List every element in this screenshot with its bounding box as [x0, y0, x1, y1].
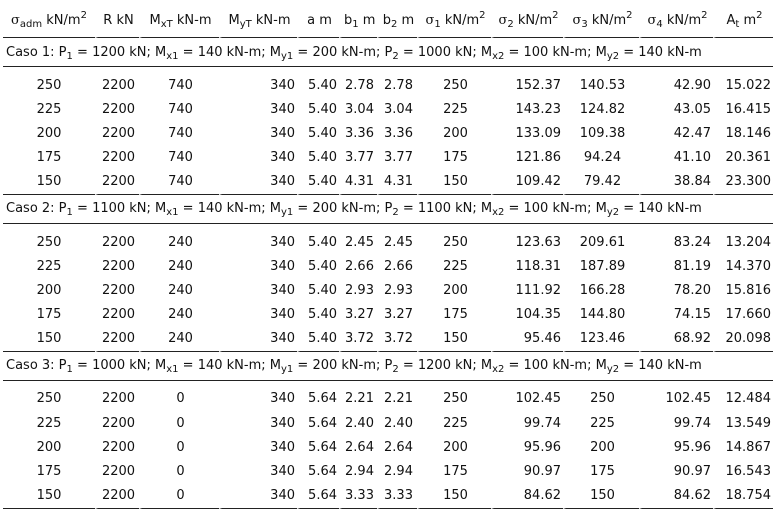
cell-b1: 2.40 [339, 411, 377, 435]
cell-sigma2: 152.37 [491, 73, 563, 97]
cell-sigma1: 175 [417, 459, 491, 483]
cell-at: 16.415 [713, 97, 773, 121]
cell-r: 2200 [95, 170, 139, 195]
cell-a: 5.40 [297, 170, 339, 195]
cell-a: 5.64 [297, 459, 339, 483]
cell-mxt: 740 [139, 73, 219, 97]
header-a: a m [297, 3, 339, 38]
cell-sigma4: 78.20 [639, 278, 713, 302]
cell-b1: 3.27 [339, 303, 377, 327]
cell-sigma2: 111.92 [491, 278, 563, 302]
cell-sigma4: 90.97 [639, 459, 713, 483]
header-mxt: $M_{xT}$ kN-m [139, 3, 219, 38]
cell-sigma-adm: 250 [36, 234, 62, 250]
header-sigma-adm: $\sigma_{adm}$ $kN/m^2$ [3, 3, 95, 38]
table-row [3, 170, 773, 195]
cell-b1: 2.64 [339, 435, 377, 459]
cell-at: 14.867 [713, 435, 773, 459]
cell-sigma1: 250 [417, 230, 491, 254]
cell-b2: 2.21 [377, 387, 417, 411]
cell-r: 2200 [95, 387, 139, 411]
cell-sigma3: 150 [563, 484, 639, 509]
cell-sigma2: 133.09 [491, 121, 563, 145]
cell-a: 5.64 [297, 411, 339, 435]
cell-mxt: 0 [139, 411, 219, 435]
cell-mxt: 0 [139, 459, 219, 483]
cell-b1: 2.78 [339, 73, 377, 97]
header-b1: $b_1$ m [339, 3, 377, 38]
table-row [3, 121, 773, 145]
cell-b2: 2.66 [377, 254, 417, 278]
cell-myt: 340 [219, 303, 297, 327]
cell-b2: 3.33 [377, 484, 417, 509]
header-at: $A_t$ $m^2$ [713, 3, 773, 38]
cell-sigma1: 250 [417, 73, 491, 97]
cell-sigma-adm: 225 [36, 415, 62, 431]
cell-sigma2: 104.35 [491, 303, 563, 327]
cell-sigma-adm: 150 [3, 327, 95, 352]
cell-sigma3: 200 [563, 435, 639, 459]
cell-b2: 3.27 [377, 303, 417, 327]
cell-myt: 340 [219, 97, 297, 121]
cell-myt: 340 [219, 254, 297, 278]
cell-sigma4: 83.24 [639, 230, 713, 254]
cell-sigma4: 102.45 [639, 387, 713, 411]
cell-myt: 340 [219, 230, 297, 254]
cell-a: 5.40 [297, 146, 339, 170]
cell-r: 2200 [95, 97, 139, 121]
cell-sigma-adm: 175 [36, 307, 62, 323]
header-sigma4: $\sigma_4$ $kN/m^2$ [639, 3, 713, 38]
cell-b2: 3.77 [377, 146, 417, 170]
cell-b1: 2.45 [339, 230, 377, 254]
table-row [3, 97, 773, 121]
cell-sigma-adm: 250 [36, 77, 62, 93]
cell-myt: 340 [219, 121, 297, 145]
cell-sigma1: 250 [417, 387, 491, 411]
cell-myt: 340 [219, 387, 297, 411]
cell-sigma4: 43.05 [639, 97, 713, 121]
cell-r: 2200 [95, 411, 139, 435]
cell-sigma2: 102.45 [491, 387, 563, 411]
cell-sigma-adm: 150 [3, 170, 95, 195]
case-1-rows [3, 73, 773, 195]
cell-a: 5.40 [297, 327, 339, 352]
cell-r: 2200 [95, 230, 139, 254]
cell-b2: 2.78 [377, 73, 417, 97]
cell-sigma-adm: 200 [36, 282, 62, 298]
cell-myt: 340 [219, 435, 297, 459]
header-sigma1: $\sigma_1$ $kN/m^2$ [417, 3, 491, 38]
cell-mxt: 240 [139, 278, 219, 302]
cell-sigma1: 225 [417, 254, 491, 278]
cell-myt: 340 [219, 170, 297, 195]
cell-b1: 2.66 [339, 254, 377, 278]
cell-sigma-adm: 225 [36, 258, 62, 274]
table-row [3, 387, 773, 411]
cell-r: 2200 [95, 121, 139, 145]
cell-at: 17.660 [713, 303, 773, 327]
cell-r: 2200 [95, 146, 139, 170]
cell-sigma3: 79.42 [563, 170, 639, 195]
cell-sigma3: 209.61 [563, 230, 639, 254]
cell-sigma1: 175 [417, 303, 491, 327]
cell-sigma-adm: 225 [36, 101, 62, 117]
cell-mxt: 740 [139, 170, 219, 195]
cell-at: 20.361 [713, 146, 773, 170]
cell-mxt: 240 [139, 327, 219, 352]
cell-sigma3: 123.46 [563, 327, 639, 352]
cell-mxt: 0 [139, 387, 219, 411]
cell-sigma3: 124.82 [563, 97, 639, 121]
results-table [3, 3, 773, 509]
table-row [3, 254, 773, 278]
cell-sigma2: 99.74 [491, 411, 563, 435]
cell-mxt: 0 [139, 484, 219, 509]
cell-b1: 3.36 [339, 121, 377, 145]
cell-at: 18.146 [713, 121, 773, 145]
cell-sigma2: 109.42 [491, 170, 563, 195]
table-row [3, 146, 773, 170]
header-r: R kN [95, 3, 139, 38]
cell-at: 12.484 [713, 387, 773, 411]
cell-a: 5.40 [297, 278, 339, 302]
cell-sigma3: 166.28 [563, 278, 639, 302]
cell-a: 5.64 [297, 484, 339, 509]
cell-sigma4: 42.90 [639, 73, 713, 97]
cell-b1: 3.72 [339, 327, 377, 352]
table-row [3, 73, 773, 97]
cell-r: 2200 [95, 278, 139, 302]
cell-sigma3: 225 [563, 411, 639, 435]
cell-sigma1: 150 [417, 484, 491, 509]
cell-a: 5.40 [297, 254, 339, 278]
cell-b1: 2.93 [339, 278, 377, 302]
cell-sigma2: 95.96 [491, 435, 563, 459]
table-row [3, 484, 773, 509]
cell-b2: 3.72 [377, 327, 417, 352]
case-3-group [3, 352, 773, 387]
cell-at: 13.204 [713, 230, 773, 254]
cell-myt: 340 [219, 459, 297, 483]
cell-mxt: 240 [139, 254, 219, 278]
cell-r: 2200 [95, 327, 139, 352]
cell-sigma1: 150 [417, 327, 491, 352]
cell-at: 20.098 [713, 327, 773, 352]
case-1-group [3, 38, 773, 73]
cell-at: 23.300 [713, 170, 773, 195]
case-3-label: Caso 3: $P_1 = 1000$ kN; $M_{x1} = 140$ kN-m; $M_{y1} = 200$ kN-m; $P_2 = 1200$ kN; $M_{x2} = 100$ kN-m; $M_{y2} = 140$ kN-m [3, 352, 773, 381]
cell-myt: 340 [219, 73, 297, 97]
cell-at: 15.816 [713, 278, 773, 302]
cell-a: 5.40 [297, 97, 339, 121]
cell-r: 2200 [95, 435, 139, 459]
cell-sigma-adm: 200 [36, 439, 62, 455]
cell-myt: 340 [219, 411, 297, 435]
cell-mxt: 240 [139, 230, 219, 254]
cell-b2: 3.36 [377, 121, 417, 145]
cell-a: 5.40 [297, 73, 339, 97]
table-row [3, 230, 773, 254]
cell-sigma4: 95.96 [639, 435, 713, 459]
case-2-label: Caso 2: $P_1 = 1100$ kN; $M_{x1} = 140$ kN-m; $M_{y1} = 200$ kN-m; $P_2 = 1100$ kN; $M_{x2} = 100$ kN-m; $M_{y2} = 140$ kN-m [3, 195, 773, 224]
table-row [3, 459, 773, 483]
cell-sigma2: 90.97 [491, 459, 563, 483]
header-sigma2: $\sigma_2$ $kN/m^2$ [491, 3, 563, 38]
header-myt: $M_{yT}$ kN-m [219, 3, 297, 38]
cell-sigma-adm: 250 [36, 391, 62, 407]
cell-a: 5.40 [297, 230, 339, 254]
cell-sigma3: 187.89 [563, 254, 639, 278]
cell-mxt: 240 [139, 303, 219, 327]
cell-b2: 2.94 [377, 459, 417, 483]
cell-sigma3: 140.53 [563, 73, 639, 97]
cell-sigma4: 81.19 [639, 254, 713, 278]
cell-sigma1: 150 [417, 170, 491, 195]
cell-b2: 4.31 [377, 170, 417, 195]
cell-r: 2200 [95, 254, 139, 278]
table-header [3, 3, 773, 38]
cell-b1: 4.31 [339, 170, 377, 195]
cell-b2: 2.93 [377, 278, 417, 302]
cell-sigma-adm: 175 [36, 150, 62, 166]
table-row [3, 327, 773, 352]
table-row [3, 278, 773, 302]
cell-sigma2: 143.23 [491, 97, 563, 121]
cell-b1: 3.77 [339, 146, 377, 170]
cell-mxt: 740 [139, 97, 219, 121]
cell-sigma4: 99.74 [639, 411, 713, 435]
cell-sigma1: 200 [417, 278, 491, 302]
cell-r: 2200 [95, 73, 139, 97]
cell-sigma4: 74.15 [639, 303, 713, 327]
cell-sigma4: 38.84 [639, 170, 713, 195]
cell-mxt: 740 [139, 146, 219, 170]
cell-r: 2200 [95, 303, 139, 327]
cell-sigma1: 225 [417, 411, 491, 435]
cell-b1: 2.94 [339, 459, 377, 483]
cell-at: 14.370 [713, 254, 773, 278]
cell-mxt: 0 [139, 435, 219, 459]
case-1-label: Caso 1: $P_1 = 1200$ kN; $M_{x1} = 140$ kN-m; $M_{y1} = 200$ kN-m; $P_2 = 1000$ kN; $M_{x2} = 100$ kN-m; $M_{y2} = 140$ kN-m [3, 38, 773, 67]
cell-sigma-adm: 200 [36, 125, 62, 141]
cell-sigma-adm: 175 [36, 464, 62, 480]
cell-myt: 340 [219, 327, 297, 352]
cell-sigma4: 41.10 [639, 146, 713, 170]
cell-b1: 2.21 [339, 387, 377, 411]
cell-b1: 3.04 [339, 97, 377, 121]
cell-b2: 3.04 [377, 97, 417, 121]
cell-sigma2: 84.62 [491, 484, 563, 509]
case-3-rows [3, 387, 773, 509]
cell-mxt: 740 [139, 121, 219, 145]
cell-sigma2: 123.63 [491, 230, 563, 254]
cell-sigma-adm: 150 [3, 484, 95, 509]
cell-at: 16.543 [713, 459, 773, 483]
cell-sigma3: 94.24 [563, 146, 639, 170]
cell-sigma3: 175 [563, 459, 639, 483]
cell-sigma4: 84.62 [639, 484, 713, 509]
cell-sigma3: 250 [563, 387, 639, 411]
cell-sigma3: 109.38 [563, 121, 639, 145]
cell-b2: 2.64 [377, 435, 417, 459]
cell-myt: 340 [219, 278, 297, 302]
table-row [3, 435, 773, 459]
cell-b2: 2.45 [377, 230, 417, 254]
cell-sigma3: 144.80 [563, 303, 639, 327]
cell-sigma4: 42.47 [639, 121, 713, 145]
cell-myt: 340 [219, 484, 297, 509]
table-row [3, 411, 773, 435]
cell-at: 13.549 [713, 411, 773, 435]
cell-sigma1: 200 [417, 435, 491, 459]
cell-sigma1: 175 [417, 146, 491, 170]
cell-a: 5.64 [297, 435, 339, 459]
cell-r: 2200 [95, 484, 139, 509]
cell-at: 15.022 [713, 73, 773, 97]
cell-a: 5.40 [297, 303, 339, 327]
cell-sigma2: 121.86 [491, 146, 563, 170]
cell-sigma1: 225 [417, 97, 491, 121]
cell-at: 18.754 [713, 484, 773, 509]
cell-a: 5.64 [297, 387, 339, 411]
case-2-group [3, 195, 773, 230]
case-2-rows [3, 230, 773, 352]
cell-sigma2: 95.46 [491, 327, 563, 352]
cell-b2: 2.40 [377, 411, 417, 435]
cell-a: 5.40 [297, 121, 339, 145]
cell-sigma2: 118.31 [491, 254, 563, 278]
cell-myt: 340 [219, 146, 297, 170]
header-sigma3: $\sigma_3$ $kN/m^2$ [563, 3, 639, 38]
cell-r: 2200 [95, 459, 139, 483]
cell-sigma4: 68.92 [639, 327, 713, 352]
table-row [3, 303, 773, 327]
cell-b1: 3.33 [339, 484, 377, 509]
cell-sigma1: 200 [417, 121, 491, 145]
header-b2: $b_2$ m [377, 3, 417, 38]
